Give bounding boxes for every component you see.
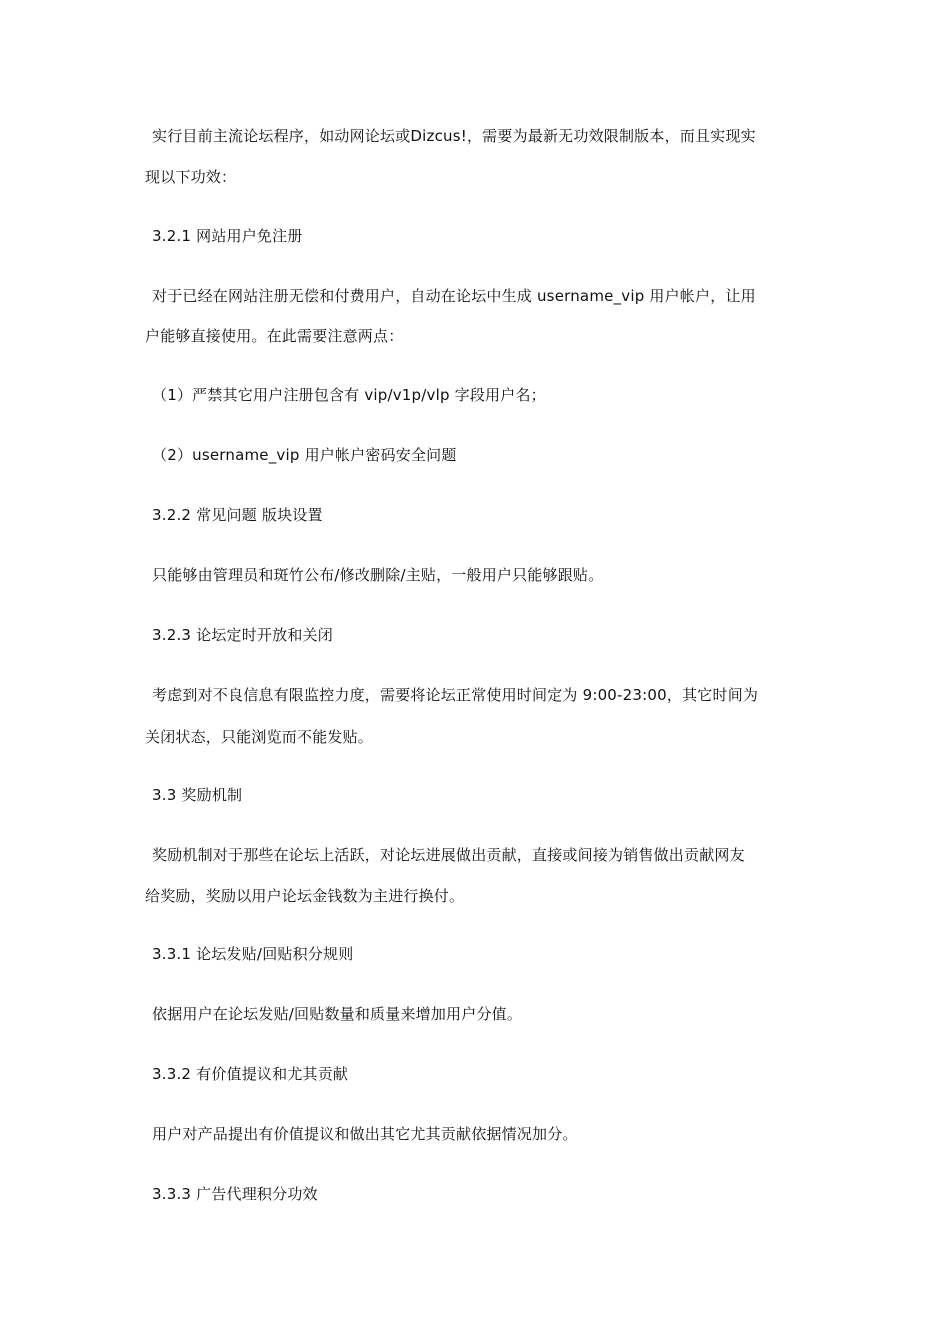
list-item-2: （2）username_vip 用户帐户密码安全问题 (152, 446, 457, 464)
list-item-1: （1）严禁其它用户注册包含有 vip/v1p/vlp 字段用户名； (152, 386, 546, 404)
paragraph-reward-line-1: 奖励机制对于那些在论坛上活跃，对论坛进展做出贡献，直接或间接为销售做出贡献网友 (152, 846, 745, 864)
heading-3-2-2: 3.2.2 常见问题 版块设置 (152, 506, 323, 524)
paragraph-reward-line-2: 给奖励，奖励以用户论坛金钱数为主进行换付。 (145, 887, 465, 905)
heading-3-3-2: 3.3.2 有价值提议和尤其贡献 (152, 1065, 349, 1083)
heading-3-2-1: 3.2.1 网站用户免注册 (152, 227, 303, 245)
paragraph-post-points: 依据用户在论坛发贴/回贴数量和质量来增加用户分值。 (152, 1005, 523, 1023)
paragraph-faq-section: 只能够由管理员和斑竹公布/修改删除/主贴，一般用户只能够跟贴。 (152, 566, 604, 584)
heading-3-2-3: 3.2.3 论坛定时开放和关闭 (152, 626, 333, 644)
paragraph-free-register-line-1: 对于已经在网站注册无偿和付费用户，自动在论坛中生成 username_vip 用户帐户，让用 (152, 287, 756, 305)
paragraph-forum-program-line-2: 现以下功效： (145, 168, 237, 186)
paragraph-open-close-line-1: 考虑到对不良信息有限监控力度，需要将论坛正常使用时间定为 9:00-23:00，其它时间为 (152, 686, 759, 704)
paragraph-forum-program-line-1: 实行目前主流论坛程序，如动网论坛或Dizcus!，需要为最新无功效限制版本，而且实现实 (152, 127, 756, 145)
paragraph-open-close-line-2: 关闭状态，只能浏览而不能发贴。 (145, 728, 374, 746)
paragraph-contribution: 用户对产品提出有价值提议和做出其它尤其贡献依据情况加分。 (152, 1125, 578, 1143)
heading-3-3-3: 3.3.3 广告代理积分功效 (152, 1185, 318, 1203)
heading-3-3-1: 3.3.1 论坛发贴/回贴积分规则 (152, 945, 354, 963)
paragraph-free-register-line-2: 户能够直接使用。在此需要注意两点： (145, 327, 404, 345)
heading-3-3: 3.3 奖励机制 (152, 786, 243, 804)
